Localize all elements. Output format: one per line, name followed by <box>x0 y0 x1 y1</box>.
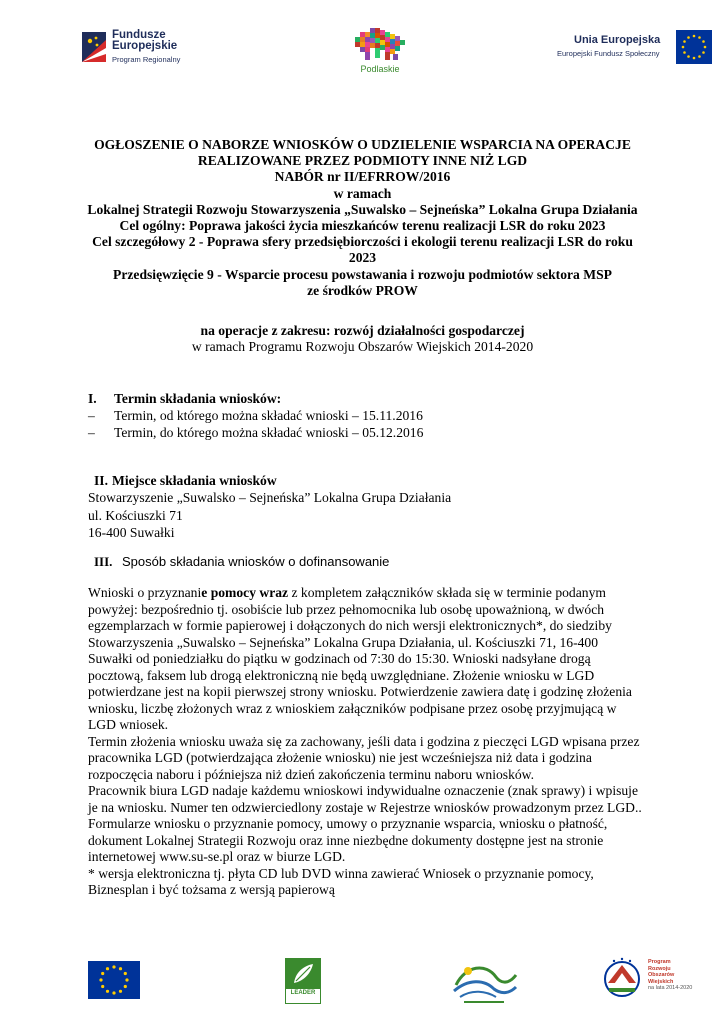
section-1-heading <box>88 390 688 407</box>
eu-flag-icon <box>676 30 712 64</box>
body-line: Pracownik biura LGD nadaje każdemu wnioskowi indywidualne oznaczenie (znak sprawy) i wpisuje <box>88 783 638 798</box>
section-1 <box>88 390 688 441</box>
section-1-item-text: Termin, od którego można składać wnioski – 15.11.2016 <box>114 408 423 423</box>
body-p1-bold: e pomocy wraz <box>201 585 289 600</box>
body-line: egzemplarzach w formie papierowej i dołączonych do nich wersji elektronicznych*, do siedziby <box>88 618 612 633</box>
title-line-6: Cel ogólny: Poprawa jakości życia mieszkańców terenu realizacji LSR do roku 2023 <box>119 218 606 234</box>
unia-europejska-logo <box>555 30 715 70</box>
fe-flag-icon <box>82 32 106 62</box>
dash-bullet: – <box>88 425 95 440</box>
body-line <box>88 585 688 602</box>
body-line: Stowarzyszenia „Suwalsko – Sejneńska” Lokalna Grupa Działania, ul. Kościuszki 71, 16-400 <box>88 634 599 650</box>
prow-line-4: Wiejskich <box>648 978 674 985</box>
scope-line: na operacje z zakresu: rozwój działalności gospodarczej <box>200 323 525 338</box>
body-line: dokument Lokalnej Strategii Rozwoju oraz inne niezbędne dokumenty dostępne jest na stronie <box>88 832 604 848</box>
body-line: Termin złożenia wniosku uważa się za zachowany, jeśli data i godzina z pieczęci LGD wpisana przez <box>88 733 640 749</box>
ue-title: Unia Europejska <box>574 34 661 46</box>
body-line: internetowej www.su-se.pl oraz w biurze LGD. <box>88 849 346 864</box>
prow-line-5: na lata 2014-2020 <box>648 985 693 991</box>
body-line: rozpoczęcia naboru i późniejsza niż dzień zakończenia terminu naboru wniosków. <box>88 766 535 782</box>
body-line: LGD wniosek. <box>88 717 169 732</box>
body-line: potwierdzane jest na kopii pierwszej strony wniosku. Potwierdzenie zawiera datę i godzinę złożenia <box>88 684 632 699</box>
body-line: wniosku, liczbę złożonych wraz z wnioskiem załączników podpisane przez osobę przyjmującą w <box>88 700 617 716</box>
section-1-item <box>88 407 688 424</box>
body-p1-pre: Wnioski o przyznani <box>88 585 202 600</box>
podlaskie-logo <box>330 26 430 78</box>
title-line-7: Cel szczegółowy 2 - Poprawa sfery przedsiębiorczości i ekologii terenu realizacji LSR do roku <box>92 234 633 250</box>
section-1-number: I. <box>88 391 97 406</box>
section-1-title: Termin składania wniosków: <box>114 391 282 406</box>
section-2 <box>88 472 688 541</box>
fe-logo-line-1: Fundusze <box>112 29 166 41</box>
body-line: Biznesplan i być tożsama z wersją papierową <box>88 882 335 897</box>
title-block <box>60 137 665 299</box>
body-line: Suwałki od poniedziałku do piątku w godzinach od 7:30 do 15:30. Wnioski nadsyłane drogą <box>88 651 591 666</box>
body-p1-post: z kompletem załączników składa się w terminie podanym <box>288 585 606 600</box>
title-line-2: REALIZOWANE PRZEZ PODMIOTY INNE NIŻ LGD <box>197 153 528 169</box>
fe-logo-line-3: Program Regionalny <box>112 55 181 64</box>
section-2-number: II. <box>94 473 108 488</box>
program-line: w ramach Programu Rozwoju Obszarów Wiejskich 2014-2020 <box>191 339 534 355</box>
podlaskie-label: Podlaskie <box>360 64 400 74</box>
title-line-3: NABÓR nr II/EFRROW/2016 <box>274 169 451 185</box>
title-line-5: Lokalnej Strategii Rozwoju Stowarzyszenia „Suwalsko – Sejneńska” Lokalna Grupa Działania <box>87 201 638 217</box>
prow-line-1: Program <box>648 959 671 965</box>
leader-text: LEADER <box>290 990 316 996</box>
scope-block <box>60 323 665 355</box>
address-line-1: Stowarzyszenie „Suwalsko – Sejneńska” Lokalna Grupa Działania <box>88 490 452 506</box>
fundusze-europejskie-logo <box>82 30 192 70</box>
suwalsko-sejnenska-logo-icon <box>446 955 522 1007</box>
title-line-10: ze środków PROW <box>307 282 418 298</box>
address-line-2: ul. Kościuszki 71 <box>88 507 183 523</box>
leader-leaf-icon <box>286 959 320 989</box>
title-line-1: OGŁOSZENIE O NABORZE WNIOSKÓW O UDZIELENIE WSPARCIA NA OPERACJE <box>94 137 631 152</box>
title-line-8: 2023 <box>348 250 377 266</box>
ue-subtitle: Europejski Fundusz Społeczny <box>557 49 660 58</box>
body-line: * wersja elektroniczna tj. płyta CD lub DVD winna zawierać Wniosek o przyznanie pomocy, <box>88 865 594 881</box>
leader-logo <box>285 958 321 1004</box>
body-line: pracownika LGD (potwierdzająca złożenie wniosku) nie jest wcześniejsza niż data i godzina <box>88 750 592 765</box>
eu-flag-footer-icon <box>88 961 140 999</box>
section-1-item-text: Termin, do którego można składać wnioski – 05.12.2016 <box>114 425 424 440</box>
title-line-9: Przedsięwzięcie 9 - Wsparcie procesu powstawania i rozwoju podmiotów sektora MSP <box>113 266 612 282</box>
body-line: je na wniosku. Numer ten odzwierciedlony zostaje w Rejestrze wniosków prowadzonym przez LGD.. <box>88 799 642 815</box>
body-line: powyżej: bezpośrednio tj. osobiście lub przez pełnomocnika lub osobę upoważnioną, w dwóch <box>88 601 605 617</box>
section-3-number: III. <box>94 554 113 569</box>
section-3-title: Sposób składania wniosków o dofinansowanie <box>122 554 390 569</box>
prow-line-3: Obszarów <box>648 972 675 978</box>
section-3-heading <box>94 553 389 570</box>
prow-logo <box>600 955 693 1005</box>
prow-emblem-icon <box>600 955 644 1001</box>
dash-bullet: – <box>88 408 95 423</box>
address-line-3: 16-400 Suwałki <box>88 524 175 540</box>
title-line-4: w ramach <box>333 185 392 201</box>
section-2-title: Miejsce składania wniosków <box>112 473 277 488</box>
body-line: Formularze wniosku o przyznanie pomocy, umowy o przyznanie wsparcia, wniosku o płatność, <box>88 816 608 831</box>
body-line: pocztową, faksem lub drogą elektroniczną nie będą uwzględniane. Złożenie wniosku w LGD <box>88 667 595 683</box>
section-1-item <box>88 424 688 441</box>
body-paragraph <box>88 585 688 899</box>
section-2-heading <box>88 472 688 489</box>
prow-line-2: Rozwoju <box>648 965 671 972</box>
podlaskie-bison-icon <box>330 26 430 66</box>
fe-logo-line-2: Europejskie <box>112 40 178 52</box>
